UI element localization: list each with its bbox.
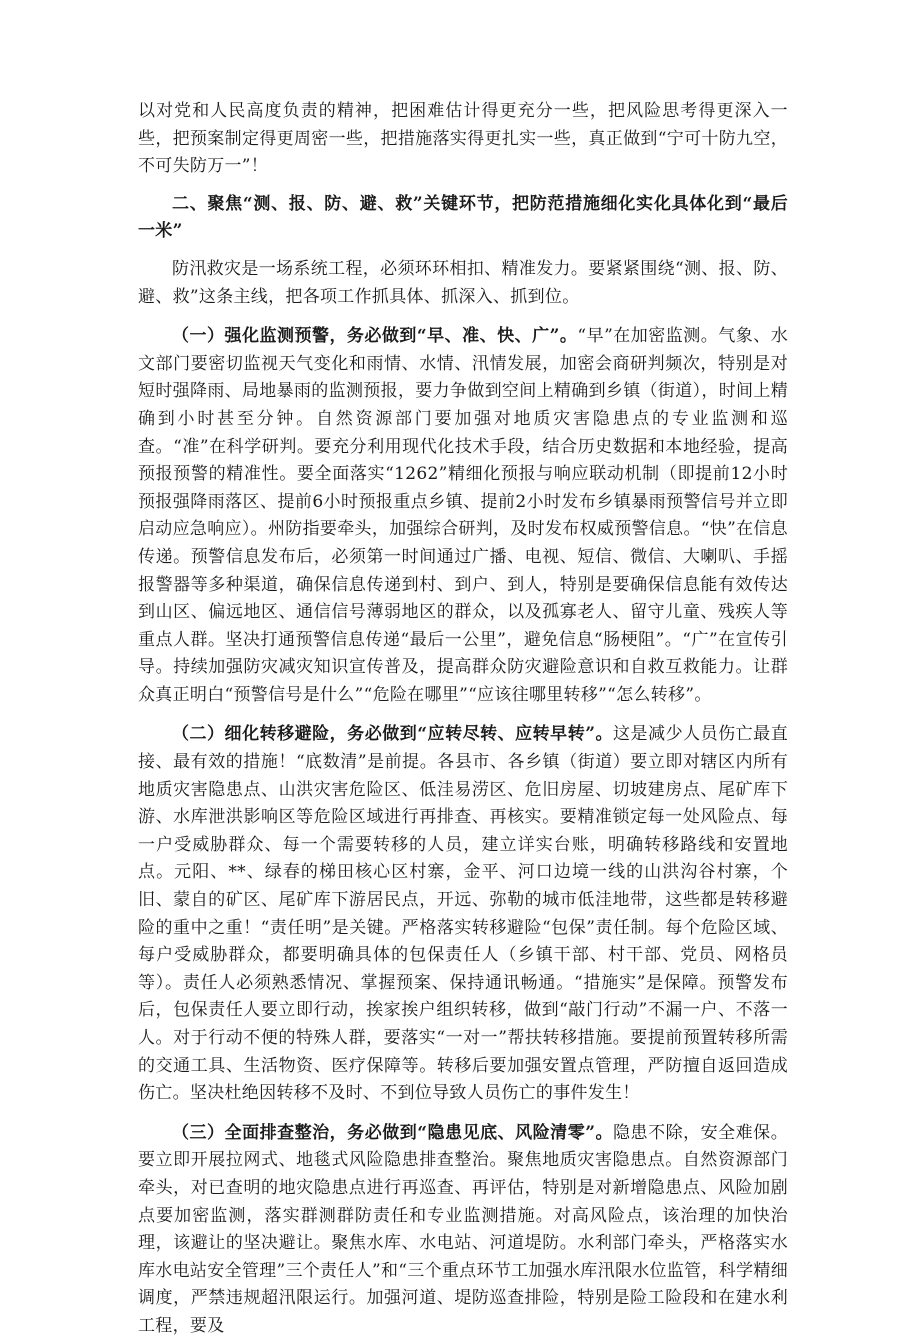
document-page (138, 98, 788, 1341)
intro-continuation-paragraph: 以对党和人民高度负责的精神，把困难估计得更充分一些，把风险思考得更深入一些，把预案制定得更周密一些，把措施落实得更扎实一些，真正做到“宁可十防九空，不可失防万一”！ (138, 101, 788, 177)
item-3-title: （三）全面排查整治，务必做到“隐患见底、风险清零”。 (172, 1122, 614, 1143)
item-3-body: 隐患不除，安全难保。要立即开展拉网式、地毯式风险隐患排查整治。聚焦地质灾害隐患点。自然资源部门牵头，对已查明的地灾隐患点进行再巡查、再评估，特别是对新增隐患点、风险加剧点要加密监测，落实群测群防责任和专业监测措施。对高风险点，该治理的加快治理，该避让的坚决避让。聚焦水库、水电站、河道堤防。水利部门牵头，严格落实水库水电站安全管理”三个责任人”和“三个重点环节工加强水库汛限水位监管，科学精细调度，严禁违规超汛限运行。加强河道、堤防巡查排险，特别是险工险段和在建水利工程，要及 (138, 1122, 788, 1336)
item-2-body: 这是减少人员伤亡最直接、最有效的措施！“底数清”是前提。各县市、各乡镇（街道）要立即对辖区内所有地质灾害隐患点、山洪灾害危险区、低洼易涝区、危旧房屋、切坡建房点、尾矿库下游、水库泄洪影响区等危险区域进行再排查、再核实。要精准锁定每一处风险点、每一户受威胁群众、每一个需要转移的人员，建立详实台账，明确转移路线和安置地点。元阳、**、绿春的梯田核心区村寨，金平、河口边境一线的山洪沟谷村寨，个旧、蒙自的矿区、尾矿库下游居民点，开远、弥勒的城市低洼地带，这些都是转移避险的重中之重！“责任明”是关键。严格落实转移避险“包保”责任制。每个危险区域、每户受威胁群众，都要明确具体的包保责任人（乡镇干部、村干部、党员、网格员等）。责任人必须熟悉情况、掌握预案、保持通讯畅通。“措施实”是保障。预警发布后，包保责任人要立即行动，挨家挨户组织转移，做到“敲门行动”不漏一户、不落一人。对于行动不便的特殊人群，要落实“一对一”帮扶转移措施。要提前预置转移所需的交通工具、生活物资、医疗保障等。转移后要加强安置点管理，严防擅自返回造成伤亡。坚决杜绝因转移不及时、不到位导致人员伤亡的事件发生！ (138, 724, 788, 1104)
item-1-paragraph (138, 323, 788, 709)
item-2-title: （二）细化转移避险，务必做到“应转尽转、应转早转”。 (172, 724, 614, 745)
section-2-heading: 二、聚焦“测、报、防、避、救”关键环节，把防范措施细化实化具体化到“最后一米” (138, 193, 788, 242)
item-2-paragraph (138, 721, 788, 1107)
item-1-title: （一）强化监测预警，务必做到“早、准、快、广”。 (172, 326, 578, 347)
section-2-intro-paragraph: 防汛救灾是一场系统工程，必须环环相扣、精准发力。要紧紧围绕“测、报、防、避、救”这条主线，把各项工作抓具体、抓深入、抓到位。 (138, 258, 788, 307)
item-3-paragraph (138, 1120, 788, 1341)
item-1-body: “早”在加密监测。气象、水文部门要密切监视天气变化和雨情、水情、汛情发展，加密会商研判频次，特别是对短时强降雨、局地暴雨的监测预报，要力争做到空间上精确到乡镇（街道），时间上精确到小时甚至分钟。自然资源部门要加强对地质灾害隐患点的专业监测和巡查。“准”在科学研判。要充分利用现代化技术手段，结合历史数据和本地经验，提高预报预警的精准性。要全面落实“1262”精细化预报与响应联动机制（即提前12小时预报强降雨落区、提前6小时预报重点乡镇、提前2小时发布乡镇暴雨预警信号并立即启动应急响应）。州防指要牵头，加强综合研判，及时发布权威预警信息。“快”在信息传递。预警信息发布后，必须第一时间通过广播、电视、短信、微信、大喇叭、手摇报警器等多种渠道，确保信息传递到村、到户、到人，特别是要确保信息能有效传达到山区、偏远地区、通信信号薄弱地区的群众，以及孤寡老人、留守儿童、残疾人等重点人群。坚决打通预警信息传递“最后一公里”，避免信息“肠梗阻”。“广”在宣传引导。持续加强防灾减灾知识宣传普及，提高群众防灾避险意识和自救互救能力。让群众真正明白“预警信号是什么”“危险在哪里”“应该往哪里转移”“怎么转移”。 (138, 326, 788, 705)
